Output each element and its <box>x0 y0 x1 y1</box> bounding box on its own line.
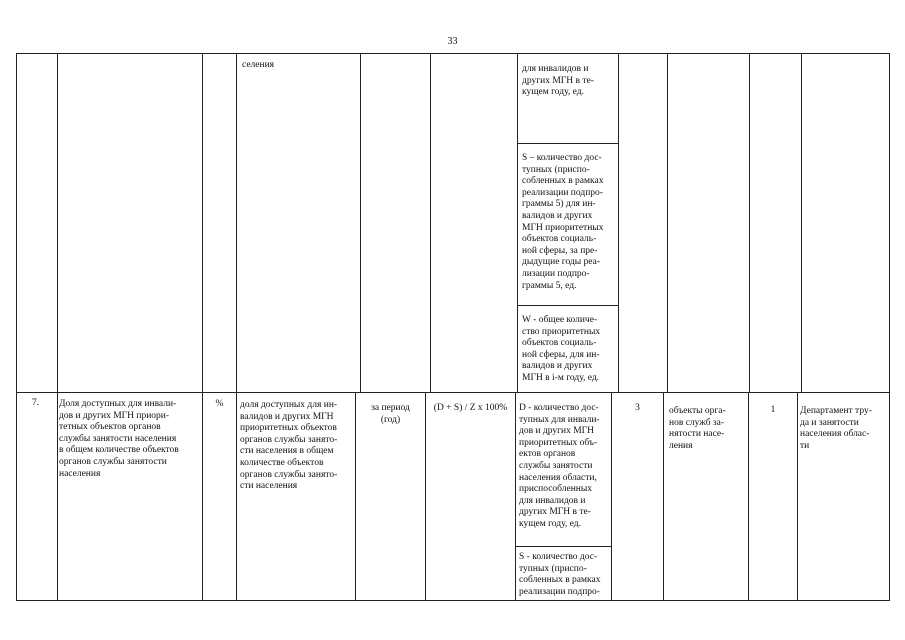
indicator-name: Доля доступных для инвали- дов и других МГН приори- тетных объектов органов службы занятости населения в общем количестве объектов органов службы занятости населения <box>59 399 179 479</box>
row-divider-7 <box>16 392 890 393</box>
col-border-4 <box>360 53 361 392</box>
col-border-3 <box>236 53 237 600</box>
col-border-9 <box>749 53 750 392</box>
indicator-continuation: селения <box>242 60 275 70</box>
unit-of-measure: % <box>215 399 224 409</box>
col-border-5b <box>425 392 426 600</box>
table-bottom-border <box>16 600 890 601</box>
col-border-6 <box>517 53 518 392</box>
col-border-5 <box>430 53 431 392</box>
responsible-body: Департамент тру- да и занятости населения облас- ти <box>800 406 872 451</box>
d-definition-continuation: для инвалидов и других МГН в те- кущем году, ед. <box>522 64 594 98</box>
d-definition: D - количество дос- тупных для инвали- дов и других МГН приоритетных объ- ектов органов службы занятости населения области, приспособленных для инвалидов и других МГН в те- кущем году, ед. <box>519 403 600 529</box>
indicator-definition: доля доступных для ин- валидов и других МГН приоритетных объектов органов службы занято- сти населения в общем количестве объектов органов службы занято- сти населения <box>240 400 338 492</box>
observation-objects: объекты орга- нов служб за- нятости насе- ления <box>669 406 726 451</box>
s-definition: S – количество дос- тупных (приспо- собленных в рамках реализации подпро- граммы 5) для ин- валидов и других МГН приоритетных объектов социаль- ной сферы, за пре- дыдущие годы реа- лизации подпро- граммы 5, ед. <box>522 153 604 291</box>
objects-count: 1 <box>770 405 776 415</box>
s-definition-row7: S - количество дос- тупных (приспо- собленных в рамках реализации подпро- <box>519 552 601 597</box>
col-border-7 <box>618 53 619 392</box>
row-number: 7. <box>32 398 40 408</box>
col-border-11 <box>889 53 890 600</box>
col-border-10 <box>801 53 802 392</box>
col-border-2 <box>202 53 203 600</box>
col-border-0 <box>16 53 17 600</box>
cell-divider-d-s <box>517 143 618 144</box>
col-border-8b <box>663 392 664 600</box>
cell-divider-row7-d-s <box>515 546 611 547</box>
calculation-formula: (D + S) / Z x 100% <box>433 403 508 413</box>
cell-divider-s-w <box>517 305 618 306</box>
col-border-10b <box>797 392 798 600</box>
method-code: 3 <box>635 403 640 413</box>
col-border-6b <box>515 392 516 600</box>
col-border-1 <box>57 53 58 600</box>
calculation-period: за период (год) <box>371 403 410 425</box>
table-top-border <box>16 53 890 54</box>
col-border-8 <box>667 53 668 392</box>
w-definition: W - общее количе- ство приоритетных объектов социаль- ной сферы, для ин- валидов и других МГН в i-м году, ед. <box>522 315 601 383</box>
page-number: 33 <box>447 36 458 47</box>
